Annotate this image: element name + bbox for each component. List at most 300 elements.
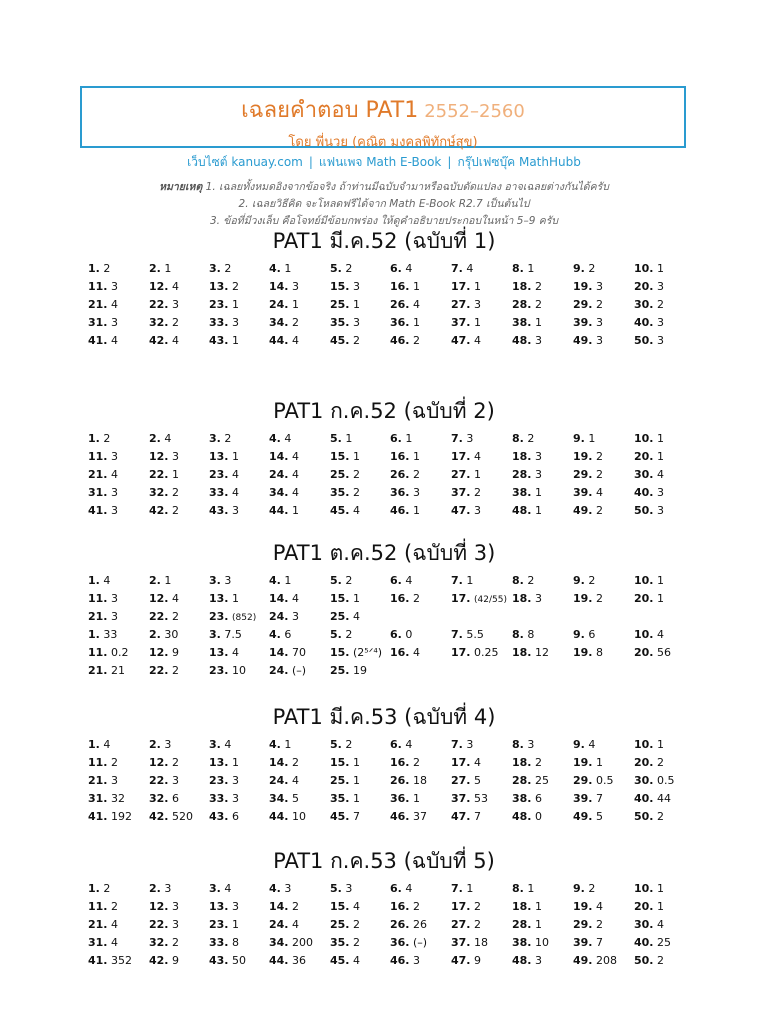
question-number: 30. xyxy=(634,468,654,481)
question-number: 11. xyxy=(88,592,108,605)
answer-value: 2 xyxy=(657,756,664,769)
answer-cell xyxy=(512,916,542,934)
question-number: 12. xyxy=(149,450,169,463)
answer-value: 4 xyxy=(596,900,603,913)
answer-value: 9 xyxy=(474,954,481,967)
question-number: 37. xyxy=(451,792,471,805)
answer-cell xyxy=(88,644,129,662)
question-number: 11. xyxy=(88,900,108,913)
question-number: 1. xyxy=(88,738,100,751)
answer-value: 1 xyxy=(353,756,360,769)
answer-value: 2 xyxy=(345,262,353,275)
question-number: 46. xyxy=(390,810,410,823)
answer-cell xyxy=(269,952,306,970)
answer-cell xyxy=(512,590,542,608)
question-number: 8. xyxy=(512,432,524,445)
answer-cell xyxy=(451,772,481,790)
question-number: 5. xyxy=(330,262,342,275)
answer-value: 25 xyxy=(535,774,549,787)
answer-value: 2 xyxy=(345,574,353,587)
question-number: 1. xyxy=(88,432,100,445)
answer-value: 3 xyxy=(232,900,239,913)
question-number: 19. xyxy=(573,450,593,463)
answer-value: 2 xyxy=(172,610,179,623)
question-number: 24. xyxy=(269,774,289,787)
question-number: 12. xyxy=(149,592,169,605)
question-number: 10. xyxy=(634,432,654,445)
answer-cell xyxy=(88,754,118,772)
question-number: 14. xyxy=(269,756,289,769)
answer-value: 520 xyxy=(172,810,193,823)
question-number: 25. xyxy=(330,468,350,481)
question-number: 16. xyxy=(390,756,410,769)
answer-cell xyxy=(209,260,231,278)
answer-cell xyxy=(330,916,360,934)
answer-cell xyxy=(149,916,179,934)
answer-cell xyxy=(269,466,299,484)
answer-cell xyxy=(88,790,125,808)
answer-cell xyxy=(390,502,420,520)
answer-value: 3 xyxy=(345,882,353,895)
answer-section xyxy=(0,538,768,677)
question-number: 27. xyxy=(451,774,471,787)
answer-value: 3 xyxy=(466,432,474,445)
question-number: 4. xyxy=(269,628,281,641)
answer-value: 1 xyxy=(232,334,239,347)
answer-value: 2 xyxy=(413,334,420,347)
answer-cell xyxy=(390,278,420,296)
answer-value: 3 xyxy=(353,316,360,329)
answer-cell xyxy=(512,772,549,790)
question-number: 10. xyxy=(634,738,654,751)
answer-cell xyxy=(512,332,542,350)
question-number: 1. xyxy=(88,628,100,641)
answer-cell xyxy=(451,278,481,296)
question-number: 11. xyxy=(88,756,108,769)
answer-value: 3 xyxy=(111,450,118,463)
question-number: 38. xyxy=(512,792,532,805)
question-number: 14. xyxy=(269,592,289,605)
answer-cell xyxy=(209,332,239,350)
question-number: 6. xyxy=(390,882,402,895)
question-number: 19. xyxy=(573,592,593,605)
question-number: 36. xyxy=(390,316,410,329)
question-number: 20. xyxy=(634,756,654,769)
question-number: 25. xyxy=(330,610,350,623)
answer-value: 1 xyxy=(284,262,292,275)
answer-cell xyxy=(209,572,231,590)
answer-value: 2 xyxy=(345,628,353,641)
question-number: 4. xyxy=(269,262,281,275)
answer-value: 200 xyxy=(292,936,313,949)
question-number: 26. xyxy=(390,774,410,787)
answer-value: 3 xyxy=(535,592,542,605)
answer-value: (2⁵ᐟ⁴) xyxy=(353,646,383,659)
question-number: 15. xyxy=(330,592,350,605)
question-number: 21. xyxy=(88,774,108,787)
answer-cell xyxy=(451,898,481,916)
question-number: 2. xyxy=(149,262,161,275)
answer-cell xyxy=(573,296,603,314)
answer-cell xyxy=(209,590,239,608)
answer-cell xyxy=(451,808,481,826)
answer-cell xyxy=(149,332,179,350)
question-number: 16. xyxy=(390,646,410,659)
answer-cell xyxy=(149,772,179,790)
answer-cell xyxy=(634,502,664,520)
answer-cell xyxy=(330,772,360,790)
answer-cell xyxy=(634,916,664,934)
answer-cell xyxy=(634,572,664,590)
answer-value: 2 xyxy=(596,468,603,481)
answer-value: 3 xyxy=(535,450,542,463)
answer-value: 2 xyxy=(657,810,664,823)
answer-cell xyxy=(88,430,110,448)
answer-value: 3 xyxy=(172,900,179,913)
answer-value: 4 xyxy=(292,774,299,787)
question-number: 17. xyxy=(451,280,471,293)
answer-cell xyxy=(88,898,118,916)
answer-value: 3 xyxy=(466,738,474,751)
answer-value: 3 xyxy=(111,280,118,293)
group-link[interactable]: กรุ๊ปเฟซบุ๊ค MathHubb xyxy=(457,155,581,169)
answer-value: 4 xyxy=(657,468,664,481)
question-number: 28. xyxy=(512,774,532,787)
question-number: 3. xyxy=(209,262,221,275)
answer-value: 7 xyxy=(353,810,360,823)
answer-cell xyxy=(330,662,367,680)
answer-cell xyxy=(149,466,179,484)
answer-value: 4 xyxy=(111,298,118,311)
question-number: 28. xyxy=(512,918,532,931)
answer-value: 4 xyxy=(111,334,118,347)
answer-value: 2 xyxy=(353,468,360,481)
answer-cell xyxy=(149,430,171,448)
answer-value: 44 xyxy=(657,792,671,805)
question-number: 27. xyxy=(451,468,471,481)
question-number: 38. xyxy=(512,936,532,949)
question-number: 6. xyxy=(390,738,402,751)
answer-cell xyxy=(512,466,542,484)
answer-cell xyxy=(209,466,239,484)
author-line: โดย พี่นวย (คณิต มงคลพิทักษ์สุข) xyxy=(288,135,478,150)
question-number: 6. xyxy=(390,628,402,641)
question-number: 34. xyxy=(269,486,289,499)
answer-cell xyxy=(451,260,473,278)
answer-value: (42/55) xyxy=(474,595,507,605)
answer-value: 2 xyxy=(413,592,420,605)
question-number: 28. xyxy=(512,298,532,311)
answer-value: 32 xyxy=(111,792,125,805)
answer-value: 3 xyxy=(111,592,118,605)
answer-value: 1 xyxy=(466,574,474,587)
question-number: 39. xyxy=(573,486,593,499)
answer-value: 3 xyxy=(232,774,239,787)
answer-value: 8 xyxy=(596,646,603,659)
answer-cell xyxy=(269,572,291,590)
answer-cell xyxy=(634,644,671,662)
answer-value: 3 xyxy=(474,298,481,311)
answer-value: 4 xyxy=(292,468,299,481)
page-title xyxy=(82,92,684,127)
question-number: 40. xyxy=(634,936,654,949)
question-number: 39. xyxy=(573,316,593,329)
answer-section xyxy=(0,702,768,823)
question-number: 7. xyxy=(451,574,463,587)
answer-cell xyxy=(512,790,542,808)
answer-value: 4 xyxy=(588,738,596,751)
website-link[interactable]: เว็บไซต์ kanuay.com xyxy=(187,155,303,169)
answer-cell xyxy=(451,736,473,754)
fanpage-link[interactable]: แฟนเพจ Math E-Book xyxy=(318,155,442,169)
answer-cell xyxy=(88,626,117,644)
answer-cell xyxy=(390,952,420,970)
answer-value: 4 xyxy=(596,486,603,499)
answer-value: 4 xyxy=(474,756,481,769)
question-number: 14. xyxy=(269,900,289,913)
answer-value: 1 xyxy=(596,756,603,769)
answer-value: 2 xyxy=(172,486,179,499)
answer-cell xyxy=(330,608,360,626)
answer-value: 4 xyxy=(232,486,239,499)
answer-cell xyxy=(451,934,488,952)
question-number: 11. xyxy=(88,646,108,659)
section-title: PAT1 มี.ค.52 (ฉบับที่ 1) xyxy=(272,229,496,253)
answer-cell xyxy=(512,484,542,502)
question-number: 5. xyxy=(330,882,342,895)
answer-cell xyxy=(634,278,664,296)
question-number: 23. xyxy=(209,664,229,677)
answer-cell xyxy=(330,754,360,772)
answer-value: 1 xyxy=(657,432,664,445)
answer-cell xyxy=(634,626,664,644)
answer-value: 4 xyxy=(284,432,292,445)
answer-value: 1 xyxy=(657,262,664,275)
answer-cell xyxy=(330,278,360,296)
answer-cell xyxy=(88,916,118,934)
answer-value: 4 xyxy=(413,298,420,311)
question-number: 9. xyxy=(573,574,585,587)
answer-cell xyxy=(390,754,420,772)
question-number: 34. xyxy=(269,936,289,949)
answer-cell xyxy=(512,934,549,952)
question-number: 9. xyxy=(573,882,585,895)
answer-cell xyxy=(634,466,664,484)
answer-value: 2 xyxy=(596,450,603,463)
answer-value: 6 xyxy=(535,792,542,805)
answer-cell xyxy=(390,260,412,278)
question-number: 8. xyxy=(512,628,524,641)
answer-cell xyxy=(209,644,239,662)
answer-value: 2 xyxy=(172,664,179,677)
question-number: 13. xyxy=(209,900,229,913)
question-number: 13. xyxy=(209,592,229,605)
question-number: 13. xyxy=(209,756,229,769)
answer-value: 2 xyxy=(596,592,603,605)
question-number: 15. xyxy=(330,756,350,769)
answer-value: (–) xyxy=(292,664,307,677)
answer-cell xyxy=(269,772,299,790)
answer-value: 4 xyxy=(292,592,299,605)
answer-value: 2 xyxy=(103,882,111,895)
question-number: 12. xyxy=(149,900,169,913)
answer-value: 4 xyxy=(353,610,360,623)
answer-cell xyxy=(88,466,118,484)
answer-cell xyxy=(330,736,352,754)
answer-cell xyxy=(269,278,299,296)
question-number: 22. xyxy=(149,610,169,623)
question-number: 24. xyxy=(269,610,289,623)
answer-cell xyxy=(149,626,178,644)
question-number: 41. xyxy=(88,954,108,967)
answer-value: 0.25 xyxy=(474,646,499,659)
answer-cell xyxy=(330,572,352,590)
answer-cell xyxy=(512,260,534,278)
answer-value: 3 xyxy=(232,504,239,517)
answer-cell xyxy=(634,952,664,970)
question-number: 6. xyxy=(390,262,402,275)
answer-cell xyxy=(390,808,427,826)
answer-cell xyxy=(390,934,427,952)
answer-cell xyxy=(451,502,481,520)
question-number: 7. xyxy=(451,262,463,275)
answer-value: 2 xyxy=(657,954,664,967)
question-number: 37. xyxy=(451,486,471,499)
question-number: 29. xyxy=(573,774,593,787)
question-number: 7. xyxy=(451,432,463,445)
answer-value: 4 xyxy=(413,646,420,659)
question-number: 23. xyxy=(209,610,229,623)
answer-cell xyxy=(209,278,239,296)
question-number: 24. xyxy=(269,918,289,931)
answer-cell xyxy=(634,448,664,466)
answer-cell xyxy=(451,590,507,609)
answer-cell xyxy=(330,590,360,608)
question-number: 23. xyxy=(209,774,229,787)
question-number: 17. xyxy=(451,450,471,463)
question-number: 45. xyxy=(330,810,350,823)
question-number: 31. xyxy=(88,936,108,949)
answer-value: 1 xyxy=(413,450,420,463)
question-number: 32. xyxy=(149,792,169,805)
answer-cell xyxy=(88,502,118,520)
question-number: 37. xyxy=(451,936,471,949)
answer-value: 3 xyxy=(224,574,232,587)
answer-cell xyxy=(634,790,671,808)
answer-cell xyxy=(330,430,352,448)
question-number: 15. xyxy=(330,646,350,659)
question-number: 48. xyxy=(512,954,532,967)
question-number: 18. xyxy=(512,280,532,293)
question-number: 24. xyxy=(269,468,289,481)
question-number: 19. xyxy=(573,280,593,293)
answer-cell xyxy=(149,736,171,754)
answer-cell xyxy=(573,448,603,466)
answer-cell xyxy=(573,314,603,332)
answer-value: 0 xyxy=(535,810,542,823)
answer-value: 1 xyxy=(232,592,239,605)
answer-value: 4 xyxy=(405,262,413,275)
answer-value: 7 xyxy=(596,792,603,805)
answer-cell xyxy=(451,952,481,970)
question-number: 22. xyxy=(149,298,169,311)
answer-value: 2 xyxy=(292,756,299,769)
answer-cell xyxy=(269,332,299,350)
question-number: 21. xyxy=(88,664,108,677)
question-number: 39. xyxy=(573,792,593,805)
question-number: 30. xyxy=(634,918,654,931)
question-number: 19. xyxy=(573,756,593,769)
question-number: 42. xyxy=(149,504,169,517)
answer-cell xyxy=(330,790,360,808)
answer-cell xyxy=(269,754,299,772)
answer-value: 5 xyxy=(596,810,603,823)
answer-cell xyxy=(390,898,420,916)
question-number: 42. xyxy=(149,954,169,967)
answer-value: 4 xyxy=(232,468,239,481)
question-number: 31. xyxy=(88,792,108,805)
answer-value: 1 xyxy=(527,882,535,895)
question-number: 7. xyxy=(451,738,463,751)
answer-cell xyxy=(209,484,239,502)
answer-cell xyxy=(88,484,118,502)
question-number: 6. xyxy=(390,432,402,445)
question-number: 47. xyxy=(451,334,471,347)
answer-value: 0.2 xyxy=(111,646,129,659)
question-number: 46. xyxy=(390,334,410,347)
answer-value: 2 xyxy=(103,432,111,445)
answer-cell xyxy=(451,626,484,644)
answer-cell xyxy=(209,934,239,952)
answer-cell xyxy=(573,332,603,350)
answer-value: 9 xyxy=(172,954,179,967)
answer-value: 2 xyxy=(596,298,603,311)
answer-cell xyxy=(390,880,412,898)
answer-cell xyxy=(573,934,603,952)
question-number: 10. xyxy=(634,882,654,895)
answer-cell xyxy=(451,916,481,934)
answer-cell xyxy=(269,934,313,952)
answer-value: 7 xyxy=(596,936,603,949)
answer-value: 4 xyxy=(111,468,118,481)
answer-value: 50 xyxy=(232,954,246,967)
answer-cell xyxy=(512,314,542,332)
answer-value: 2 xyxy=(413,468,420,481)
answer-value: 10 xyxy=(232,664,246,677)
answer-cell xyxy=(330,808,360,826)
answer-cell xyxy=(269,736,291,754)
answer-value: 3 xyxy=(284,882,292,895)
answer-cell xyxy=(390,448,420,466)
answer-value: 4 xyxy=(172,592,179,605)
answer-value: 4 xyxy=(353,954,360,967)
question-number: 5. xyxy=(330,432,342,445)
answer-cell xyxy=(573,644,603,662)
answer-value: 2 xyxy=(353,334,360,347)
answer-cell xyxy=(269,808,306,826)
answer-value: 3 xyxy=(111,504,118,517)
answer-cell xyxy=(634,880,664,898)
title-years: 2552–2560 xyxy=(424,101,525,122)
question-number: 45. xyxy=(330,954,350,967)
question-number: 26. xyxy=(390,298,410,311)
question-number: 23. xyxy=(209,468,229,481)
answer-cell xyxy=(451,572,473,590)
answer-value: 3 xyxy=(657,334,664,347)
answer-value: 3 xyxy=(172,774,179,787)
answer-cell xyxy=(451,314,481,332)
question-number: 12. xyxy=(149,756,169,769)
